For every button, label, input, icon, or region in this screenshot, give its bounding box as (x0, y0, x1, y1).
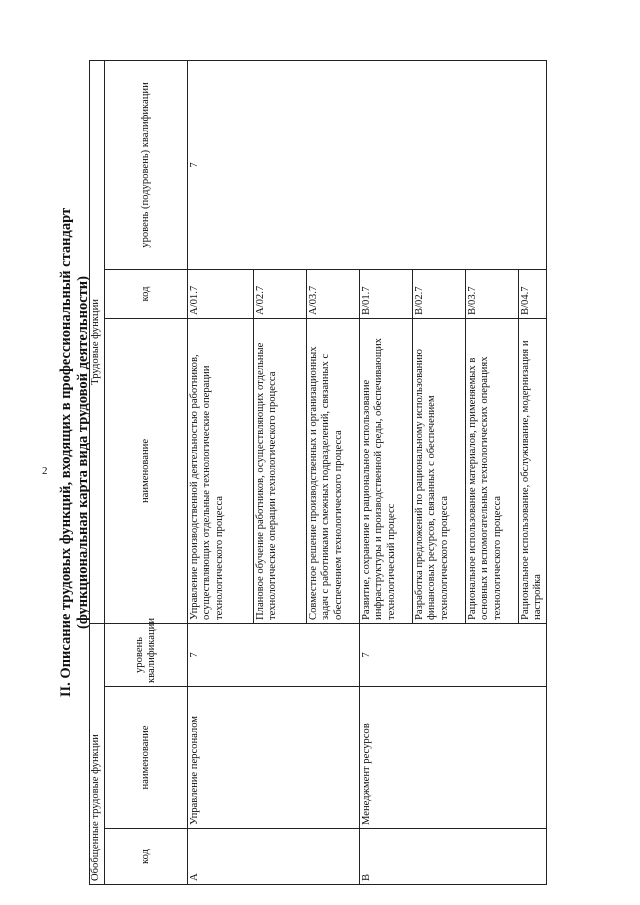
header-columns-row (105, 60, 188, 884)
tf-code-cell: A/03.7 (307, 269, 360, 318)
tf-code-cell: A/01.7 (188, 269, 254, 318)
tf-code-cell: B/03.7 (466, 269, 519, 318)
functional-map-table (89, 60, 547, 885)
tf-code-cell: B/01.7 (360, 269, 413, 318)
col-name-header: наименование (105, 687, 188, 829)
otf-level-cell: 7 (360, 623, 547, 686)
otf-name-cell: Управление персоналом (188, 687, 360, 829)
table-row (188, 60, 254, 884)
section-title: II. Описание трудовых функций, входящих в профессиональный стандарт (58, 207, 74, 698)
otf-name-cell: Менеджмент ресурсов (360, 687, 547, 829)
otf-level-cell: 7 (188, 623, 360, 686)
section-subtitle: (функциональная карта вида трудовой деятельности) (75, 276, 91, 629)
tf-name-cell: Управление производственной деятельностью работников, осуществляющих отдельные технологические операции технологического процесса (188, 318, 254, 623)
tf-name-cell: Рациональное использование материалов, применяемых в основных и вспомогательных технологических операциях технологического процесса (466, 318, 519, 623)
tf-name-cell: Разработка предложений по рациональному использованию финансовых ресурсов, связанных с обеспечением технологического процесса (413, 318, 466, 623)
tf-code-cell: B/04.7 (519, 269, 547, 318)
generalized-functions-header: Обобщенные трудовые функции (90, 623, 105, 884)
otf-code-cell: A (188, 829, 360, 885)
tf-name-cell: Развитие, сохранение и рациональное использование инфраструктуры и производственной среды, обеспечивающих технологический процесс (360, 318, 413, 623)
col-tf-level-header: уровень (подуровень) квалификации (105, 60, 188, 269)
col-tf-code-header: код (105, 269, 188, 318)
labor-functions-header: Трудовые функции (90, 60, 105, 623)
col-code-header: код (105, 829, 188, 885)
tf-name-cell: Плановое обучение работников, осуществляющих отдельные технологические операции технологического процесса (254, 318, 307, 623)
tf-level-cell: 7 (188, 60, 547, 269)
header-group-row (90, 60, 105, 884)
col-level-header: уровень квалификации (105, 623, 188, 686)
tf-code-cell: B/02.7 (413, 269, 466, 318)
tf-name-cell: Совместное решение производственных и организационных задач с работниками смежных подразделений, связанных с обеспечением технологического процесса (307, 318, 360, 623)
page-number: 2 (42, 465, 48, 477)
col-tf-name-header: наименование (105, 318, 188, 623)
tf-code-cell: A/02.7 (254, 269, 307, 318)
otf-code-cell: B (360, 829, 547, 885)
tf-name-cell: Рациональное использование, обслуживание, модернизация и настройка (519, 318, 547, 623)
